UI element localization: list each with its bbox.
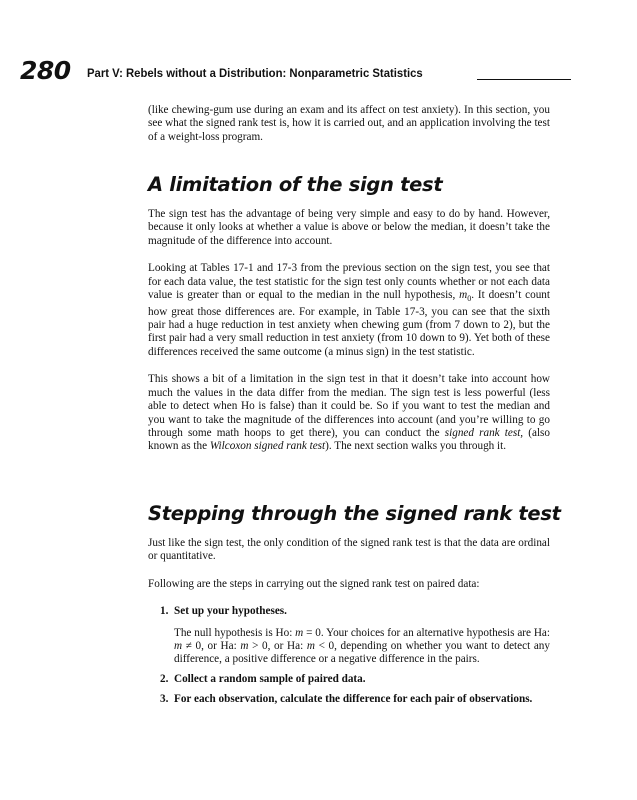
- section-heading-stepping: Stepping through the signed rank test: [148, 502, 561, 525]
- section-limitation: [148, 173, 550, 197]
- page-number: 280: [20, 56, 71, 85]
- step-number: 1.: [160, 605, 169, 618]
- step-title: For each observation, calculate the difference for each pair of observations.: [174, 693, 533, 706]
- step-number: 2.: [160, 672, 169, 685]
- step-title: Set up your hypotheses.: [174, 605, 287, 618]
- page-header: [20, 56, 560, 90]
- limitation-paragraph-1: The sign test has the advantage of being very simple and easy to do by hand. However, because it only looks at whether a value is above or below the median, it doesn’t take the magnitude of the difference into account.: [148, 208, 550, 247]
- step-body: The null hypothesis is Ho: m = 0. Your choices for an alternative hypothesis are Ha: m ≠ 0, or Ha: m > 0, or Ha: m < 0, depending on whether you want to detect any difference, a positive difference or a negative difference in the pairs.: [174, 626, 550, 666]
- stepping-paragraph-2: Following are the steps in carrying out the signed rank test on paired data:: [148, 577, 480, 590]
- list-item: [148, 693, 550, 706]
- running-head: Part V: Rebels without a Distribution: Nonparametric Statistics: [87, 66, 423, 80]
- stepping-text: [148, 537, 550, 707]
- steps-list: [148, 605, 550, 706]
- section-heading-limitation: A limitation of the sign test: [148, 173, 443, 196]
- limitation-paragraph-3: This shows a bit of a limitation in the sign test in that it doesn’t take into account how much the values in the data differ from the median. The sign test is less powerful (less able to detect when Ho is false) than it could be. So if you want to test the median and you want to take the magnitude of the differences into account (and you’re willing to go through some math hoops to get there), you can conduct the signed rank test, (also known as the Wilcoxon signed rank test). The next section walks you through it.: [148, 373, 551, 453]
- header-rule: [477, 79, 571, 80]
- step-number: 3.: [160, 693, 169, 706]
- limitation-paragraph-2: Looking at Tables 17-1 and 17-3 from the previous section on the sign test, you see that for each data value, the test statistic for the sign test only counts whether or not each data value is greater than or equal to the median in the null hypothesis, $m_0$. It doesn’t count how great those differences are. For example, in Table 17-3, you can see that the sixth pair had a huge reduction in test anxiety when chewing gum (from 7 down to 2), but the first pair had a very small reduction in test anxiety (from 10 down to 9). Yet both of these differences received the same outcome (a minus sign) in the test statistic.: [148, 262, 550, 358]
- stepping-paragraph-1: Just like the sign test, the only condition of the signed rank test is that the data are ordinal or quantitative.: [148, 537, 550, 563]
- list-item: [148, 605, 550, 667]
- intro-block: [148, 104, 550, 144]
- section-stepping: [148, 502, 561, 526]
- step-title: Collect a random sample of paired data.: [174, 672, 366, 685]
- intro-paragraph: (like chewing-gum use during an exam and its affect on test anxiety). In this section, you see what the signed rank test is, how it is carried out, and an application involving the test of a weight-loss program.: [148, 104, 550, 143]
- limitation-text: [148, 208, 550, 454]
- list-item: [148, 673, 550, 686]
